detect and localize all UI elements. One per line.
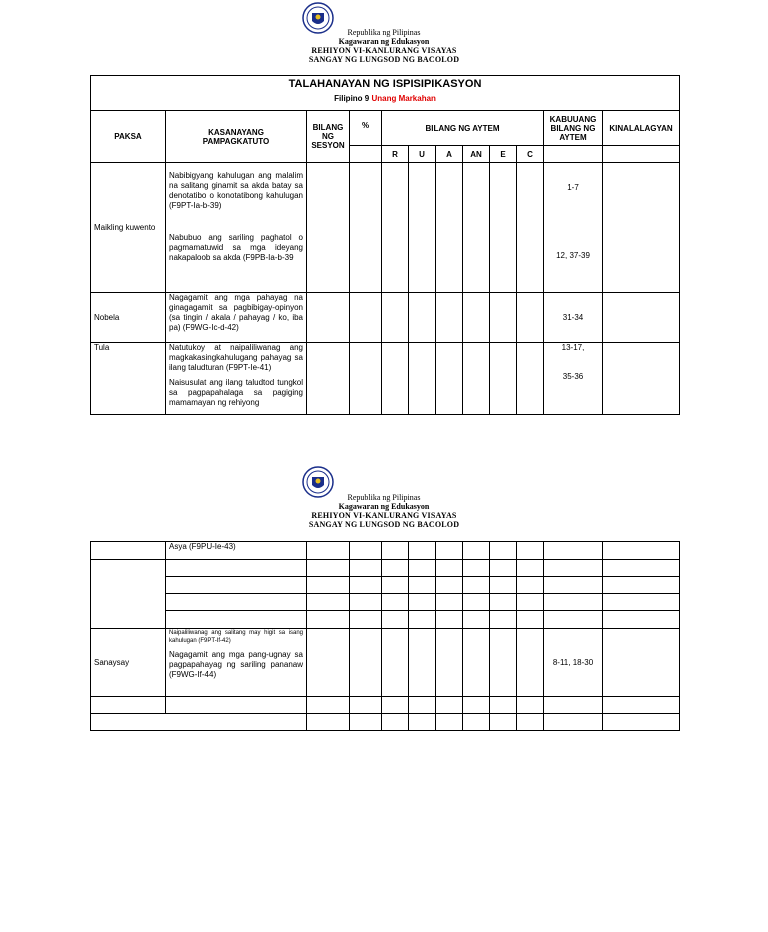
kasanayan-cell	[166, 163, 307, 293]
header-kinalalagyan: KINALALAGYAN	[603, 111, 680, 146]
kabuuang-maikling-2: 12, 37-39	[556, 251, 590, 260]
kasanayan-maikling-2: Nabubuo ang sariling paghatol o pagmamatuwid sa mga ideyang nakapaloob sa akda (F9PB-Ia-b-39	[169, 233, 303, 262]
kasanayan-maikling-1: Nabibigyang kahulugan ang malalim na salitang ginamit sa akda batay sa denotatibo o konotatibong kahulugan (F9PT-Ia-b-39)	[169, 171, 303, 210]
table-row	[91, 577, 680, 594]
header-bilang-aytem: BILANG NG AYTEM	[382, 111, 544, 146]
percent-sub-cell	[350, 146, 382, 163]
table-row	[91, 611, 680, 629]
kasanayan-sanaysay-2: Nagagamit ang mga pang-ugnay sa pagpapahayag ng sariling pananaw (F9WG-If-44)	[169, 650, 303, 679]
kasanayan-tula-2: Naisusulat ang ilang taludtod tungkol sa pagpapahalaga sa pagiging mamamayan ng rehiyong	[169, 378, 303, 407]
table-row	[91, 560, 680, 577]
level-u: U	[409, 146, 436, 163]
kasanayan-tula-1: Natutukoy at naipaliliwanag ang magkakasingkahulugang pahayag sa ilang taludturan (F9PT-Ie-41)	[169, 343, 303, 372]
level-c: C	[517, 146, 544, 163]
kasanayan-cell	[166, 629, 307, 697]
table-row	[91, 163, 680, 293]
header-kasanayan: KASANAYANG PAMPAGKATUTO	[166, 111, 307, 163]
header-bilang-sesyon: BILANG NG SESYON	[307, 111, 350, 163]
quarter-label: Unang Markahan	[371, 94, 436, 103]
kabuuang-maikling-1: 1-7	[567, 183, 579, 192]
header-line4: SANGAY NG LUNGSOD NG BACOLOD	[308, 520, 460, 529]
header-line3: REHIYON VI-KANLURANG VISAYAS	[311, 511, 457, 520]
header-line2: Kagawaran ng Edukasyon	[338, 502, 430, 511]
table-subtitle	[94, 94, 676, 103]
specification-table	[90, 75, 680, 415]
kasanayan-cell	[166, 343, 307, 415]
header-kabuuang: KABUUANG BILANG NG AYTEM	[544, 111, 603, 146]
table-row	[91, 714, 680, 731]
specification-table-continued	[90, 541, 680, 731]
level-a: A	[436, 146, 463, 163]
page-header	[0, 493, 768, 529]
kabuuang-nobela: 31-34	[544, 293, 603, 343]
table-row	[91, 629, 680, 697]
kabuuang-cell	[544, 163, 603, 293]
header-line1: Republika ng Pilipinas	[347, 28, 421, 37]
page-header	[0, 28, 768, 64]
level-r: R	[382, 146, 409, 163]
table-row	[91, 343, 680, 415]
header-line3: REHIYON VI-KANLURANG VISAYAS	[311, 46, 457, 55]
level-an: AN	[463, 146, 490, 163]
kasanayan-sanaysay-1: Naipaliliwanag ang salitang may higit sa isang kahulugan (F9PT-If-42)	[169, 630, 303, 644]
table-row	[91, 293, 680, 343]
table-title: TALAHANAYAN NG ISPISIPIKASYON	[288, 78, 482, 90]
header-paksa: PAKSA	[91, 111, 166, 163]
table-row	[91, 594, 680, 611]
kasanayan-nobela-1: Nagagamit ang mga pahayag na ginagagamit sa pagbibigay-opinyon (sa tingin / akala / pahayag / ko, iba pa) (F9WG-Ic-d-42)	[166, 293, 307, 343]
header-line2: Kagawaran ng Edukasyon	[338, 37, 430, 46]
header-line1: Republika ng Pilipinas	[347, 493, 421, 502]
subject-label: Filipino 9	[334, 94, 370, 103]
paksa-nobela: Nobela	[91, 293, 166, 343]
paksa-sanaysay: Sanaysay	[91, 629, 166, 697]
paksa-tula: Tula	[91, 343, 166, 415]
kabuuang-tula-1: 13-17,	[561, 343, 585, 352]
table-row	[91, 697, 680, 714]
kasanayan-cont: Asya (F9PU-Ie-43)	[166, 542, 307, 560]
paksa-maikling: Maikling kuwento	[91, 163, 166, 293]
header-line4: SANGAY NG LUNGSOD NG BACOLOD	[308, 55, 460, 64]
table-row	[91, 542, 680, 560]
header-percent: %	[350, 111, 382, 146]
level-e: E	[490, 146, 517, 163]
kabuuang-tula-2: 35-36	[562, 372, 584, 381]
kabuuang-cell	[544, 343, 603, 415]
table-title-cell	[91, 76, 680, 111]
kabuuang-sanaysay: 8-11, 18-30	[544, 629, 603, 697]
